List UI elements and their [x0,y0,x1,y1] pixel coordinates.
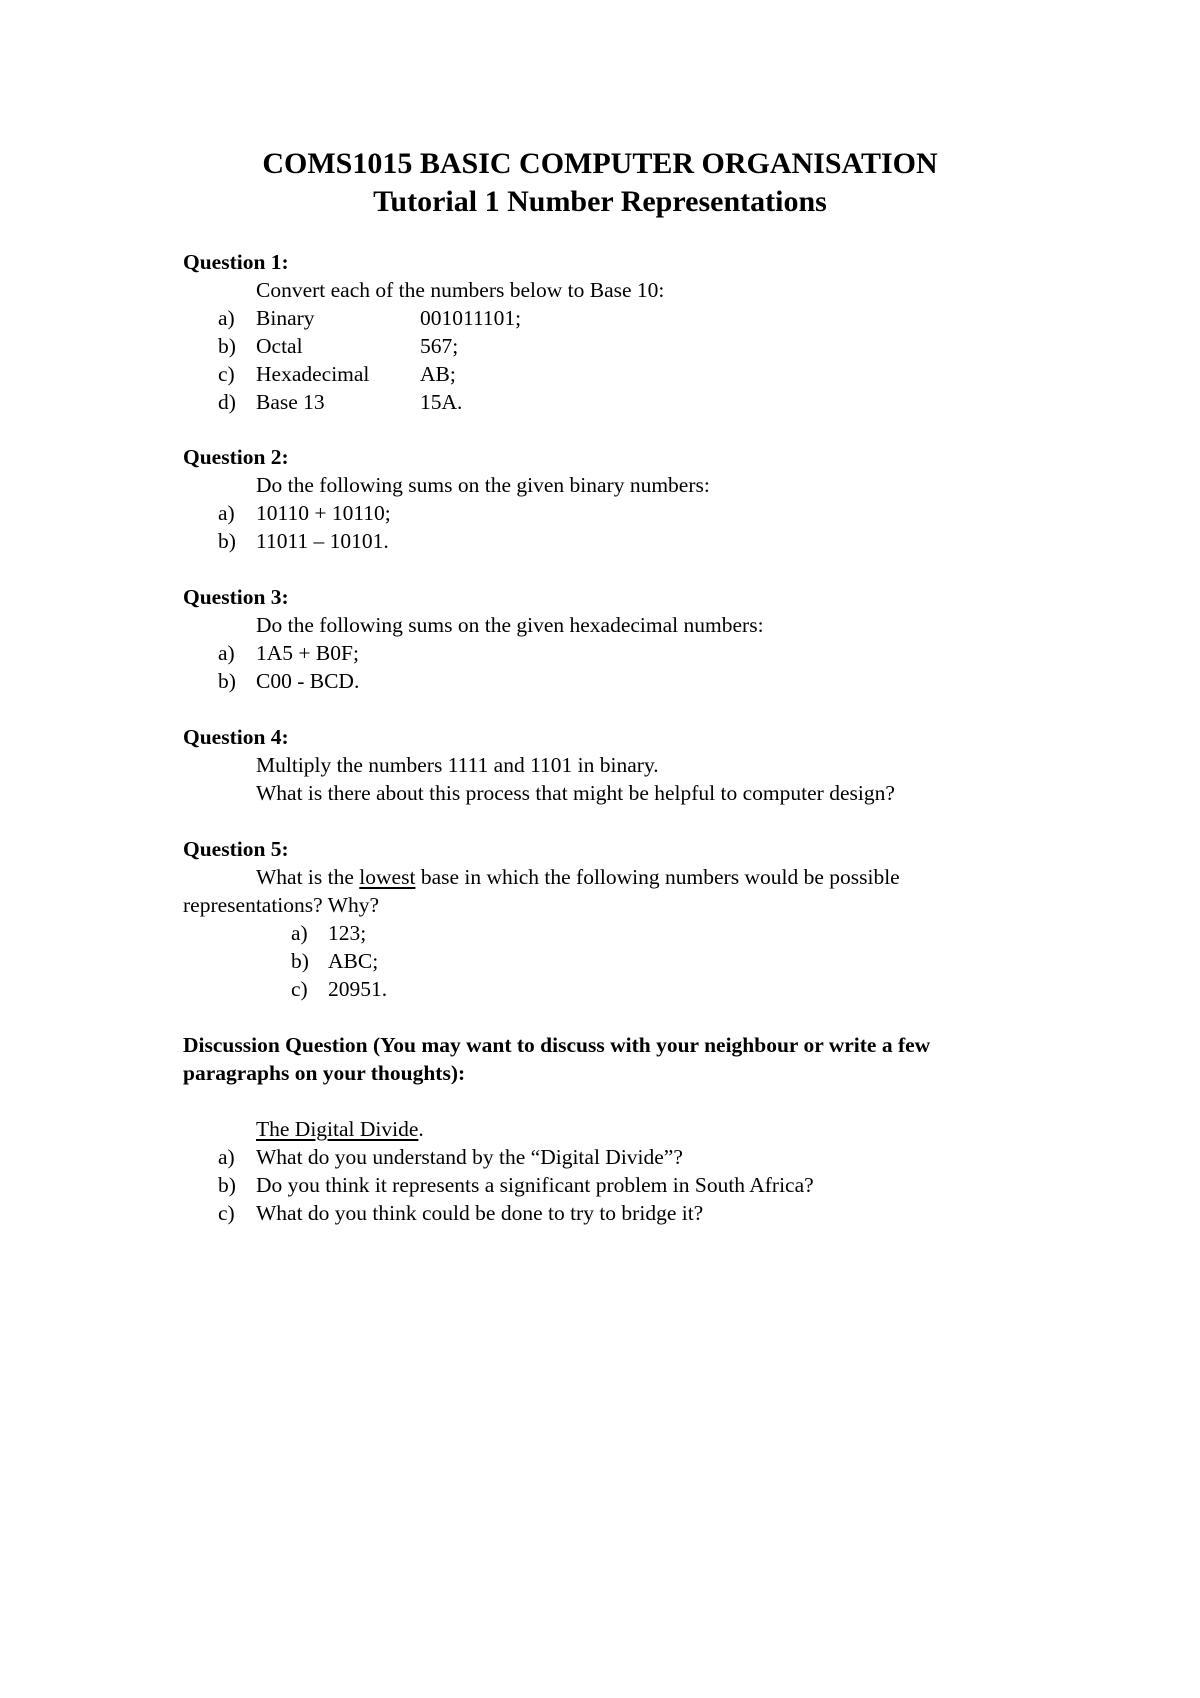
q1-item-c-text: Hexadecimal [256,362,370,386]
discussion-item-a-text: What do you understand by the “Digital Divide”? [256,1145,683,1169]
discussion-item-a-label: a) [218,1145,235,1169]
q1-item-d-value: 15A. [420,390,463,414]
q1-item-b-label: b) [218,334,236,358]
question-3-heading: Question 3: [183,585,289,609]
q3-item-b-text: C00 - BCD. [256,669,360,693]
q5-item-c-text: 20951. [328,977,388,1001]
q2-item-a-text: 10110 + 10110; [256,501,391,525]
q2-item-b-text: 11011 – 10101. [256,529,389,553]
q1-item-a-value: 001011101; [420,306,522,330]
q1-item-d-text: Base 13 [256,390,325,414]
question-5-post: base in which the following numbers would be possible [415,865,900,889]
q3-item-a-text: 1A5 + B0F; [256,641,359,665]
discussion-topic-line [256,1115,424,1143]
q3-item-a-label: a) [218,641,235,665]
q5-item-a-text: 123; [328,921,367,945]
question-5-pre: What is the [256,865,360,889]
q1-item-b-value: 567; [420,334,459,358]
q1-item-a-label: a) [218,306,235,330]
question-5-line-2: representations? Why? [183,893,380,917]
q2-item-a-label: a) [218,501,235,525]
question-2-heading: Question 2: [183,445,289,469]
q1-item-c-label: c) [218,362,235,386]
discussion-item-c-label: c) [218,1201,235,1225]
question-4-line-1: Multiply the numbers 1111 and 1101 in binary. [256,753,659,777]
question-4-heading: Question 4: [183,725,289,749]
tutorial-title: Tutorial 1 Number Representations [373,185,827,218]
discussion-topic-suffix: . [418,1117,424,1141]
q1-item-d-label: d) [218,390,236,414]
question-3-intro: Do the following sums on the given hexadecimal numbers: [256,613,764,637]
course-title: COMS1015 BASIC COMPUTER ORGANISATION [262,147,938,180]
discussion-item-b-label: b) [218,1173,236,1197]
discussion-item-c-text: What do you think could be done to try to bridge it? [256,1201,704,1225]
discussion-heading: Discussion Question (You may want to discuss with your neighbour or write a few paragraphs on your thoughts): [183,1033,931,1085]
discussion-topic: The Digital Divide [256,1117,419,1141]
question-5-line-1 [256,863,900,891]
q1-item-a-text: Binary [256,306,315,330]
q1-item-c-value: AB; [420,362,456,386]
q5-item-a-label: a) [291,921,308,945]
q5-item-b-text: ABC; [328,949,379,973]
question-1-intro: Convert each of the numbers below to Base 10: [256,278,665,302]
q2-item-b-label: b) [218,529,236,553]
q5-item-b-label: b) [291,949,309,973]
question-5-underlined: lowest [359,865,416,889]
q5-item-c-label: c) [291,977,308,1001]
discussion-item-b-text: Do you think it represents a significant problem in South Africa? [256,1173,814,1197]
q1-item-b-text: Octal [256,334,303,358]
question-1-heading: Question 1: [183,250,289,274]
question-4-line-2: What is there about this process that might be helpful to computer design? [256,781,895,805]
q3-item-b-label: b) [218,669,236,693]
question-2-intro: Do the following sums on the given binary numbers: [256,473,710,497]
question-5-heading: Question 5: [183,837,289,861]
